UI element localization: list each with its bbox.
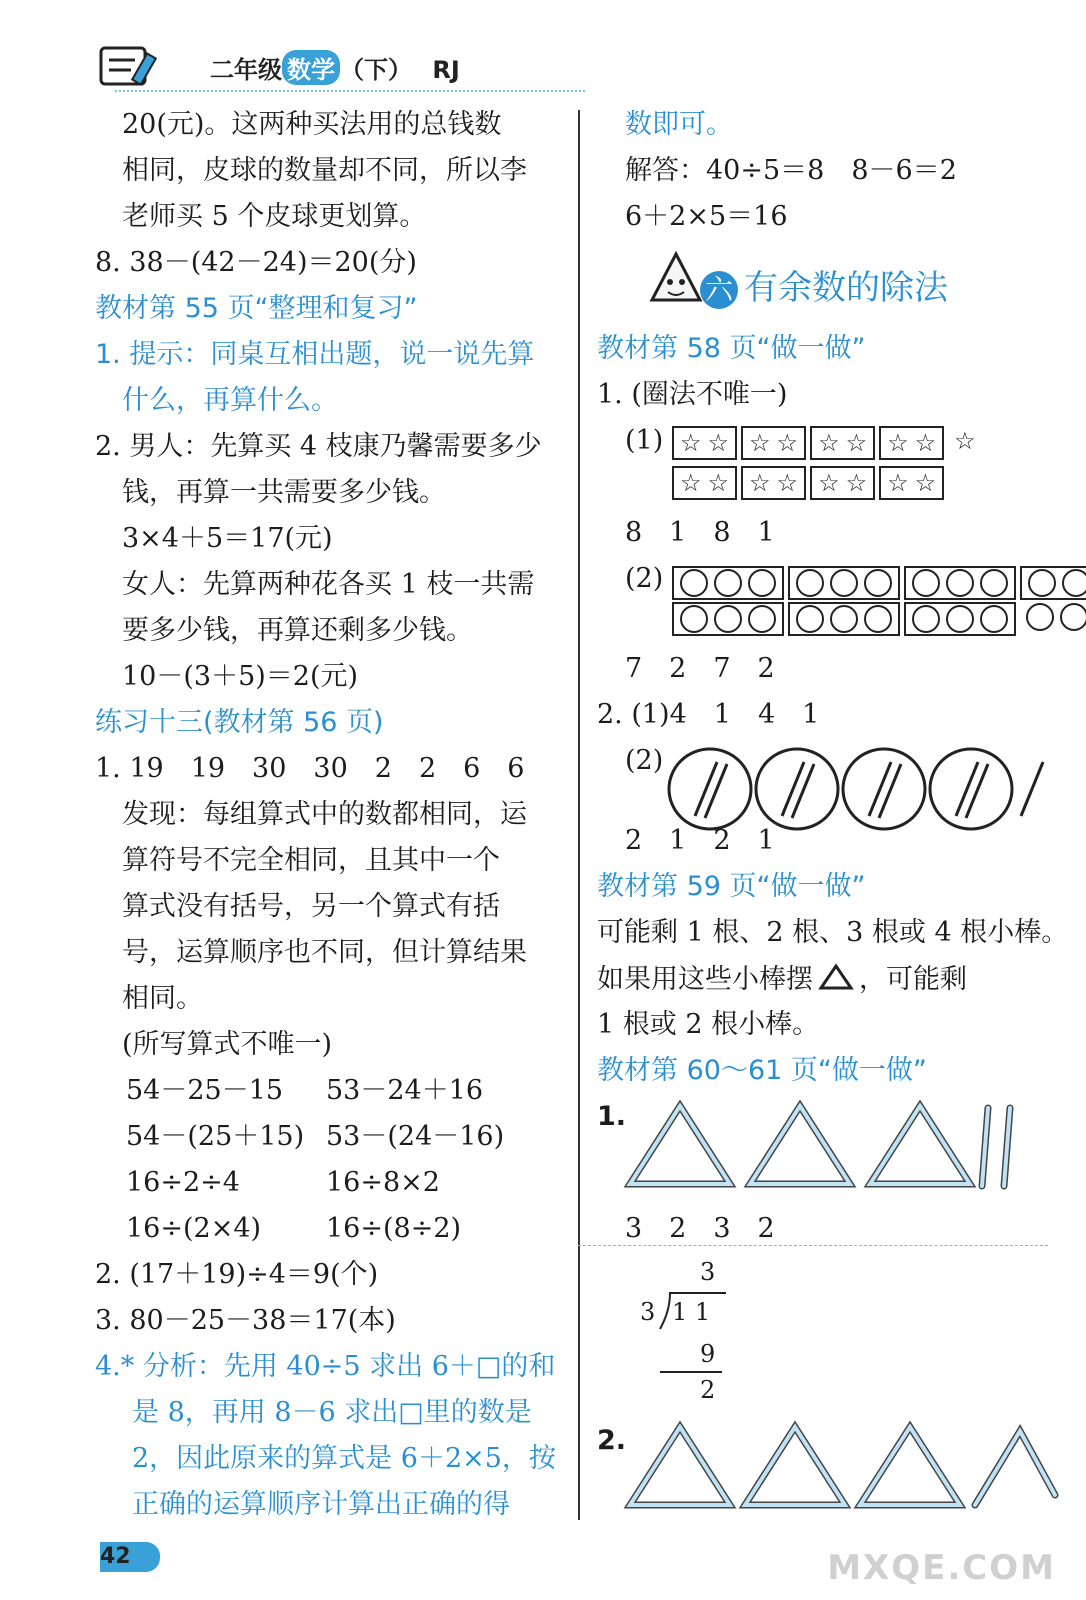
page-number: 42: [100, 1544, 131, 1569]
answer-row: 2 1 2 1: [625, 825, 775, 856]
long-division: [640, 1255, 730, 1405]
circle-icon: [946, 605, 974, 633]
note-not-unique: (所写算式不唯一): [122, 1029, 333, 1060]
hint-line: 1. 提示：同桌互相出题，说一说先算: [95, 339, 535, 370]
star-icon: ☆: [887, 429, 909, 457]
chapter-title-text: 有余数的除法: [744, 268, 948, 308]
equation: 3×4＋5＝17(元): [122, 523, 333, 554]
answer-row: 3 2 3 2: [625, 1213, 775, 1244]
analysis-line: 数即可。: [625, 109, 733, 140]
star-groups-row-1: [672, 426, 982, 460]
circle-icon: [796, 569, 824, 597]
quotient: 3: [700, 1258, 716, 1286]
problem-2-label: 2.: [597, 1425, 627, 1456]
star-group: [879, 466, 944, 500]
equation: 10－(3＋5)＝2(元): [122, 661, 359, 692]
circle-icon: [864, 605, 892, 633]
chapter-number-badge: 六: [700, 271, 738, 309]
watermelon-mascot-icon: [648, 250, 704, 306]
leftover-circles: [1020, 602, 1086, 632]
star-icon: ☆: [818, 469, 840, 497]
problem-1-label: 1.: [597, 1101, 627, 1132]
product: 9: [700, 1340, 716, 1368]
stick-triangles-figure-1: [620, 1098, 1040, 1198]
answer-line: 女人：先算两种花各买 1 枝一共需: [122, 569, 535, 600]
section-heading-58: 教材第 58 页“做一做”: [597, 333, 866, 364]
continued-line: 20(元)。这两种买法用的总钱数: [122, 109, 502, 140]
answer-row: 8 1 8 1: [625, 517, 775, 548]
circle-icon: [830, 569, 858, 597]
sub-question-1-2: (2): [625, 563, 664, 594]
analysis-line: 2，因此原来的算式是 6＋2×5，按: [132, 1443, 556, 1474]
circle-group: [904, 566, 1016, 600]
formula: 54－25－15: [126, 1075, 284, 1106]
triangle-sticks-icon: [817, 962, 855, 992]
circle-group: [788, 566, 900, 600]
circle-icon: [1060, 603, 1086, 631]
question-1: 1. (圈法不唯一): [597, 379, 788, 410]
circle-group: [672, 566, 784, 600]
remainder: 2: [700, 1376, 716, 1404]
circle-icon: [912, 569, 940, 597]
star-icon: ☆: [776, 469, 799, 497]
continued-line: 老师买 5 个皮球更划算。: [122, 201, 427, 232]
circle-groups-row-1: [672, 566, 1086, 600]
header-subject: 数学: [282, 50, 340, 85]
exercise-3-answer: 3. 80－25－38＝17(本): [95, 1305, 396, 1336]
circle-icon: [714, 569, 742, 597]
formula: 54－(25＋15): [126, 1121, 305, 1152]
star-icon: ☆: [914, 429, 937, 457]
dividend: 1 1: [672, 1298, 711, 1326]
notebook-pencil-icon: [95, 40, 185, 92]
answer-line: 1 根或 2 根小棒。: [597, 1009, 820, 1040]
circle-icon: [748, 605, 776, 633]
sub-question-1-1: (1): [625, 425, 664, 456]
circle-icon: [912, 605, 940, 633]
finding-line: 算符号不完全相同，且其中一个: [122, 845, 500, 876]
answer-8: 8. 38－(42－24)＝20(分): [95, 247, 417, 278]
page-header: [95, 40, 515, 95]
finding-line: 相同。: [122, 983, 203, 1014]
formula: 53－(24－16): [326, 1121, 505, 1152]
circle-icon: [680, 605, 708, 633]
star-group: [879, 426, 944, 460]
star-icon: ☆: [954, 427, 976, 455]
header-divider: [115, 90, 585, 92]
circle-icon: [1062, 569, 1086, 597]
answer-line: 可能剩 1 根、2 根、3 根或 4 根小棒。: [597, 917, 1069, 948]
circle-icon: [864, 569, 892, 597]
star-icon: ☆: [776, 429, 799, 457]
formula: 16÷2÷4: [126, 1167, 240, 1198]
circle-icon: [946, 569, 974, 597]
solution-line: 解答：40÷5＝8 8－6＝2: [625, 155, 957, 186]
section-heading-59: 教材第 59 页“做一做”: [597, 871, 866, 902]
column-divider: [578, 110, 580, 1520]
star-icon: ☆: [845, 469, 868, 497]
exercise-1-answers: 1. 19 19 30 30 2 2 6 6: [95, 753, 525, 784]
star-icon: ☆: [749, 429, 771, 457]
chapter-title: [700, 260, 948, 309]
finding-line: 号，运算顺序也不同，但计算结果: [122, 937, 527, 968]
circle-icon: [1028, 569, 1056, 597]
circle-groups-row-2: [672, 602, 1086, 636]
formula: 53－24＋16: [326, 1075, 484, 1106]
question-2: 2. (1)4 1 4 1: [597, 699, 820, 730]
answer-text: ，可能剩: [859, 964, 967, 995]
star-group: [810, 466, 875, 500]
exercise-2-answer: 2. (17＋19)÷4＝9(个): [95, 1259, 379, 1290]
section-heading-56: 练习十三(教材第 56 页): [95, 707, 384, 738]
analysis-line: 正确的运算顺序计算出正确的得: [132, 1489, 510, 1520]
star-icon: ☆: [914, 469, 937, 497]
finding-line: 发现：每组算式中的数都相同，运: [122, 799, 527, 830]
circle-group: [788, 602, 900, 636]
answer-line: [597, 962, 967, 997]
finding-line: 算式没有括号，另一个算式有括: [122, 891, 500, 922]
star-icon: ☆: [680, 469, 702, 497]
section-divider: [578, 1245, 1048, 1246]
formula: 16÷(2×4): [126, 1213, 262, 1244]
section-heading-55: 教材第 55 页“整理和复习”: [95, 293, 418, 324]
star-icon: ☆: [749, 469, 771, 497]
star-group: [672, 426, 737, 460]
answer-row: 7 2 7 2: [625, 653, 775, 684]
circle-group: [904, 602, 1016, 636]
star-icon: ☆: [887, 469, 909, 497]
answer-line: 钱，再算一共需要多少钱。: [122, 477, 446, 508]
sub-question-2-2: (2): [625, 745, 664, 776]
hint-line: 什么，再算什么。: [122, 385, 338, 416]
solution-line: 6＋2×5＝16: [625, 201, 788, 232]
leftover-star: [948, 426, 982, 456]
star-icon: ☆: [845, 429, 868, 457]
star-icon: ☆: [707, 469, 730, 497]
circle-icon: [680, 569, 708, 597]
header-grade: 二年级: [210, 56, 282, 84]
star-group: [741, 466, 806, 500]
star-group: [810, 426, 875, 460]
stick-triangles-figure-2: [620, 1415, 1060, 1515]
star-groups-row-2: [672, 466, 944, 500]
star-icon: ☆: [818, 429, 840, 457]
header-term: （下）: [340, 56, 412, 84]
star-group: [741, 426, 806, 460]
analysis-line: 4.* 分析：先用 40÷5 求出 6＋□的和: [95, 1351, 556, 1382]
circle-icon: [796, 605, 824, 633]
formula: 16÷(8÷2): [326, 1213, 462, 1244]
star-icon: ☆: [680, 429, 702, 457]
star-group: [672, 466, 737, 500]
star-icon: ☆: [707, 429, 730, 457]
answer-2: 2. 男人：先算买 4 枝康乃馨需要多少: [95, 431, 542, 462]
formula: 16÷8×2: [326, 1167, 440, 1198]
watermark: MXQE.COM: [827, 1548, 1056, 1588]
answer-line: 要多少钱，再算还剩多少钱。: [122, 615, 473, 646]
analysis-line: 是 8，再用 8－6 求出□里的数是: [132, 1397, 532, 1428]
continued-line: 相同，皮球的数量却不同，所以李: [122, 155, 527, 186]
circle-group: [672, 602, 784, 636]
divisor: 3: [640, 1298, 656, 1326]
circle-icon: [1026, 603, 1054, 631]
circle-icon: [980, 605, 1008, 633]
header-title: [210, 50, 460, 85]
circle-icon: [830, 605, 858, 633]
circle-icon: [714, 605, 742, 633]
answer-text: 如果用这些小棒摆: [597, 964, 813, 995]
circled-sticks-figure: [665, 744, 1050, 834]
header-edition: RJ: [432, 56, 460, 84]
circle-icon: [748, 569, 776, 597]
circle-group: [1020, 566, 1086, 600]
circle-icon: [980, 569, 1008, 597]
section-heading-60: 教材第 60～61 页“做一做”: [597, 1055, 927, 1086]
